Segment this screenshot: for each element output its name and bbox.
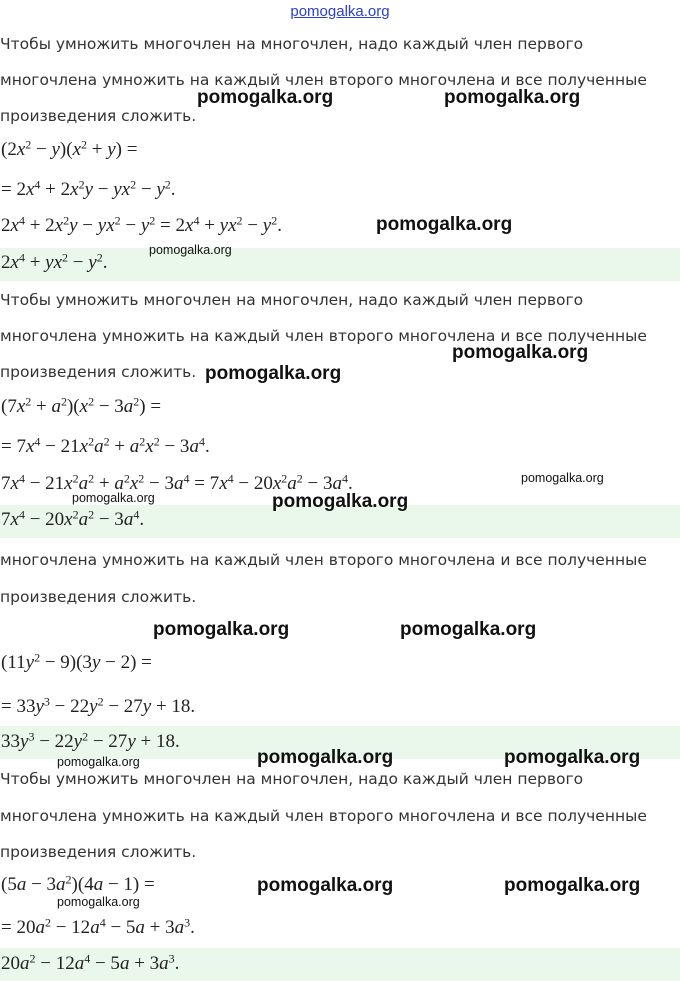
math-expression: $(11y^2 - 9)(3y - 2)$ = <box>1 650 152 673</box>
watermark: pomogalka.org <box>400 619 537 640</box>
watermark: pomogalka.org <box>504 875 641 896</box>
watermark: pomogalka.org <box>197 87 334 108</box>
math-expression: $(7x^2 + a^2)(x^2 - 3a^2)$ = <box>1 394 162 417</box>
math-simplification: $2x^4 + 2x^2y - yx^2 - y^2 = 2x^4 + yx^2 - y^2$. <box>1 213 282 236</box>
watermark: pomogalka.org <box>444 87 581 108</box>
math-answer: $33y^3 - 22y^2 - 27y + 18$. <box>1 729 180 752</box>
rule-text-line: произведения сложить. <box>0 107 197 125</box>
math-expansion: = $33y^3 - 22y^2 - 27y + 18$. <box>1 694 196 717</box>
watermark: pomogalka.org <box>504 747 641 768</box>
math-expression: $(5a - 3a^2)(4a - 1)$ = <box>1 872 155 895</box>
rule-text-line: Чтобы умножить многочлен на многочлен, надо каждый член первого <box>0 291 584 309</box>
math-expansion: = $2x^4 + 2x^2y - yx^2 - y^2$. <box>1 177 176 200</box>
site-link[interactable]: pomogalka.org <box>290 3 390 20</box>
watermark: pomogalka.org <box>257 747 394 768</box>
rule-text-line: Чтобы умножить многочлен на многочлен, надо каждый член первого <box>0 770 584 788</box>
math-answer: $20a^2 - 12a^4 - 5a + 3a^3$. <box>1 951 180 974</box>
rule-text-line: произведения сложить. <box>0 843 197 861</box>
watermark: pomogalka.org <box>272 491 409 512</box>
rule-text-line: многочлена умножить на каждый член второго многочлена и все полученные <box>0 71 647 89</box>
watermark: pomogalka.org <box>376 214 513 235</box>
rule-text-line: многочлена умножить на каждый член второго многочлена и все полученные <box>0 551 647 569</box>
math-answer: $7x^4 - 20x^2a^2 - 3a^4$. <box>1 507 145 530</box>
watermark: pomogalka.org <box>149 243 232 257</box>
rule-text-line: произведения сложить. <box>0 363 197 381</box>
math-simplification: $7x^4 - 21x^2a^2 + a^2x^2 - 3a^4 = 7x^4 - 20x^2a^2 - 3a^4$. <box>1 471 353 494</box>
watermark: pomogalka.org <box>521 471 604 485</box>
watermark: pomogalka.org <box>72 491 155 505</box>
rule-text-line: Чтобы умножить многочлен на многочлен, надо каждый член первого <box>0 35 584 53</box>
watermark: pomogalka.org <box>257 875 394 896</box>
rule-text-line: произведения сложить. <box>0 588 197 606</box>
math-answer: $2x^4 + yx^2 - y^2$. <box>1 250 108 273</box>
rule-text-line: многочлена умножить на каждый член второго многочлена и все полученные <box>0 327 647 345</box>
math-expansion: = $20a^2 - 12a^4 - 5a + 3a^3$. <box>1 915 195 938</box>
watermark: pomogalka.org <box>57 895 140 909</box>
math-expression: $(2x^2 - y)(x^2 + y)$ = <box>1 137 138 160</box>
watermark: pomogalka.org <box>153 619 290 640</box>
math-expansion: = $7x^4 - 21x^2a^2 + a^2x^2 - 3a^4$. <box>1 434 210 457</box>
watermark: pomogalka.org <box>205 363 342 384</box>
watermark: pomogalka.org <box>452 342 589 363</box>
watermark: pomogalka.org <box>57 755 140 769</box>
rule-text-line: многочлена умножить на каждый член второго многочлена и все полученные <box>0 807 647 825</box>
